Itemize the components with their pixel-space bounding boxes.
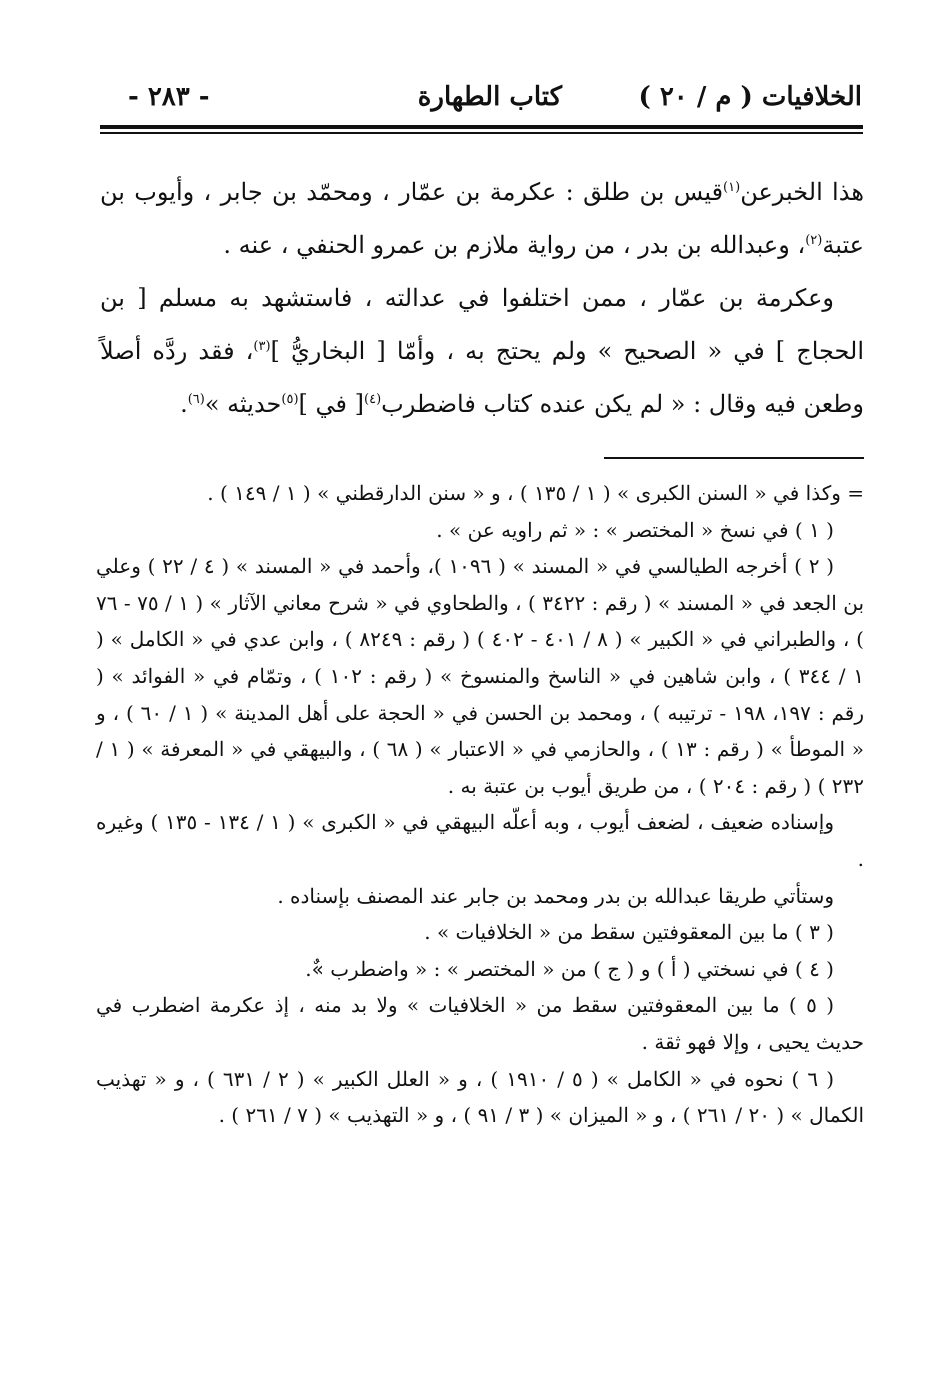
p2-text-e: .: [180, 390, 188, 418]
p2-text-d: حديثه »: [204, 390, 282, 418]
footnote-5: ( ٥ ) ما بين المعقوفتين سقط من « الخلافيات » ولا بد منه ، إذ عكرمة اضطرب في حديث يحيى ، وإلا فهو ثقة .: [96, 993, 864, 1054]
footnote-2: ( ٢ ) أخرجه الطيالسي في « المسند » ( ١٠٩٦ )، وأحمد في « المسند » ( ٤ / ٢٢ ) وعلي بن الجعد في « المسند » ( رقم : ٣٤٢٢ ) ، والطحاوي في « شرح معاني الآثار » ( ١ / ٧٥ - ٧٦ ) ، والطبراني في « الكبير » ( ٨ / ٤٠١ - ٤٠٢ ) ( رقم : ٨٢٤٩ ) ، وابن عدي في « الكامل » ( ١ / ٣٤٤ ) ، وابن شاهين في « الناسخ والمنسوخ » ( رقم : ١٠٢ ) ، وتمّام في « الفوائد » ( رقم : ١٩٧، ١٩٨ - ترتيبه ) ، ومحمد بن الحسن في « الحجة على أهل المدينة » ( ١ / ٦٠ ) ، و « الموطأ » ( رقم : ١٣ ) ، والحازمي في « الاعتبار » ( ٦٨ ) ، والبيهقي في « المعرفة » ( ١ / ٢٣٢ ) ( رقم : ٢٠٤ ) ، من طريق أيوب بن عتبة به .: [96, 554, 865, 798]
footnote-ref-4: (٤): [364, 392, 382, 407]
footnote-ref-1: (١): [723, 180, 741, 195]
p1-text-b: قيس بن طلق : عكرمة بن عمّار ، ومحمّد بن جابر ، وأيوب بن عتبة: [100, 178, 864, 259]
footnote-ref-3: (٣): [253, 339, 271, 354]
section-title: كتاب الطهارة: [417, 82, 562, 112]
header-rule-thin: [100, 132, 863, 134]
footnote-2-note-b: وستأتي طريقا عبدالله بن بدر ومحمد بن جابر عند المصنف بإسناده .: [277, 883, 834, 908]
page-header: [102, 78, 862, 124]
footnote-continuation: = وكذا في « السنن الكبرى » ( ١ / ١٣٥ ) ، و « سنن الدارقطني » ( ١ / ١٤٩ ) .: [207, 481, 864, 505]
footnote-4: ( ٤ ) في نسختي ( أ ) و ( ج ) من « المختصر » : « واضطرب »ٌ.: [305, 956, 834, 981]
main-paragraph-1: [100, 166, 864, 272]
footnote-ref-5: (٥): [281, 392, 299, 407]
p2-text-b: ، فقد ردَّه أصلاً وطعن فيه وقال : « لم يكن عنده كتاب فاضطرب: [100, 337, 864, 418]
header-rule-thick: [100, 125, 863, 129]
footnotes: [96, 475, 864, 1134]
main-paragraph-2: [100, 272, 864, 431]
book-title: الخلافيات ( م / ٢٠ ): [638, 82, 862, 112]
footnote-2-note: وإسناده ضعيف ، لضعف أيوب ، وبه أعلّه البيهقي في « الكبرى » ( ١ / ١٣٤ - ١٣٥ ) وغيره .: [96, 810, 864, 871]
p1-text-a: هذا الخبرعن: [740, 178, 864, 206]
page-number: - ٢٨٣ -: [128, 82, 210, 112]
footnote-ref-6: (٦): [187, 392, 205, 407]
footnote-1: ( ١ ) في نسخ « المختصر » : « ثم راويه عن » .: [436, 517, 834, 542]
p2-text-c: [ في ]: [298, 390, 364, 418]
main-text: [100, 166, 864, 431]
footnote-6: ( ٦ ) نحوه في « الكامل » ( ٥ / ١٩١٠ ) ، و « العلل الكبير » ( ٢ / ٦٣١ ) ، و « تهذيب الكمال » ( ٢٠ / ٢٦١ ) ، و « الميزان » ( ٣ / ٩١ ) ، و « التهذيب » ( ٧ / ٢٦١ ) .: [96, 1066, 864, 1128]
footnote-3: ( ٣ ) ما بين المعقوفتين سقط من « الخلافيات » .: [424, 920, 834, 945]
footnote-separator: [604, 457, 864, 459]
footnote-ref-2: (٢): [805, 233, 823, 248]
p1-text-c: ، وعبدالله بن بدر ، من رواية ملازم بن عمرو الحنفي ، عنه .: [223, 231, 806, 259]
p2-text-a: وعكرمة بن عمّار ، ممن اختلفوا في عدالته ، فاستشهد به مسلم [ بن الحجاج ] في « الصحيح » ولم يحتج به ، وأمّا [ البخاريُّ ]: [100, 284, 864, 365]
